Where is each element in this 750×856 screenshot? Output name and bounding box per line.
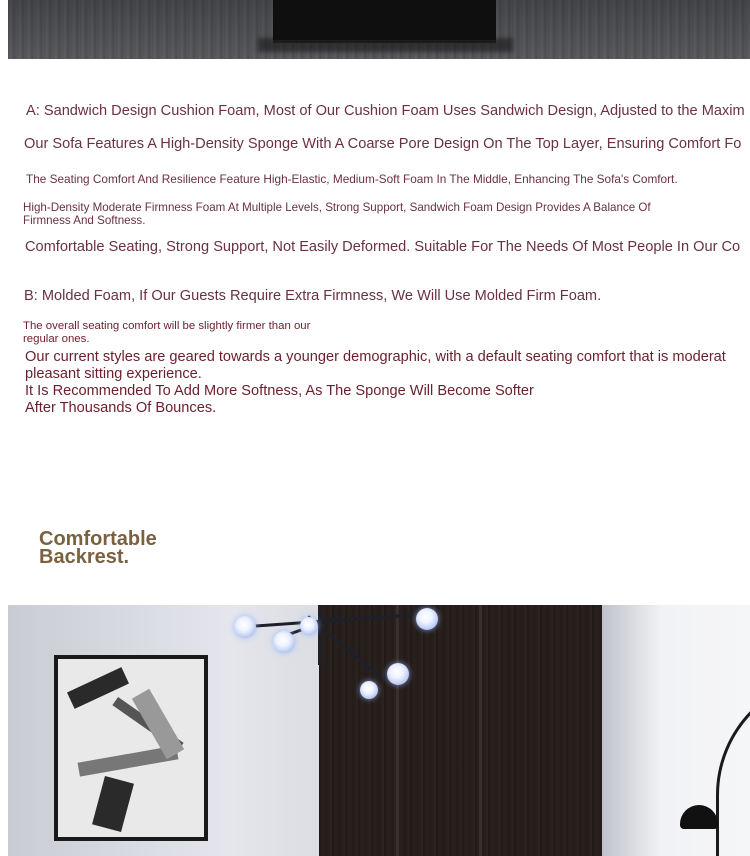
bulb-light [416,608,438,630]
spec-top-layer: Our Sofa Features A High-Density Sponge With A Coarse Pore Design On The Top Layer, Ensuring Comfort Fo [24,136,742,152]
spec-softness-recommendation: It Is Recommended To Add More Softness, As The Sponge Will Become Softer After Thousands Of Bounces. [25,383,534,416]
chandelier-rod [318,605,321,665]
sofa-base [273,0,496,43]
bulb-light [273,631,295,653]
wardrobe-door-gap [479,605,482,856]
bulb-light [300,617,318,635]
spec-demographic-line-1: Our current styles are geared towards a younger demographic, with a default seating comfort that is moderat [25,349,726,365]
bulb-light [387,663,409,685]
sofa-photo-top [8,0,750,59]
bulb-light [360,681,378,699]
spec-support: Comfortable Seating, Strong Support, Not Easily Deformed. Suitable For The Needs Of Most People In Our Co [25,239,741,255]
painting-canvas [58,659,204,837]
living-room-photo [8,605,750,856]
spec-firmness-balance: High-Density Moderate Firmness Foam At Multiple Levels, Strong Support, Sandwich Foam Design Provides A Balance Of Firmness And Softness. [23,201,651,227]
wall-painting [54,655,208,841]
spec-molded-foam: B: Molded Foam, If Our Guests Require Extra Firmness, We Will Use Molded Firm Foam. [24,288,602,304]
spec-firmer-note: The overall seating comfort will be slightly firmer than our regular ones. [23,320,311,345]
spec-sandwich-design: A: Sandwich Design Cushion Foam, Most of Our Cushion Foam Uses Sandwich Design, Adjusted to the Maxim [26,103,745,119]
wardrobe [319,605,602,856]
bulb-light [234,616,256,638]
wardrobe-door-gap [396,605,399,856]
section-heading: Comfortable Backrest. [39,528,157,568]
spec-demographic-line-2: pleasant sitting experience. [25,366,202,382]
spec-demographic [25,349,726,383]
spec-middle-layer: The Seating Comfort And Resilience Feature High-Elastic, Medium-Soft Foam In The Middle, Enhancing The Sofa's Comfort. [26,172,678,186]
